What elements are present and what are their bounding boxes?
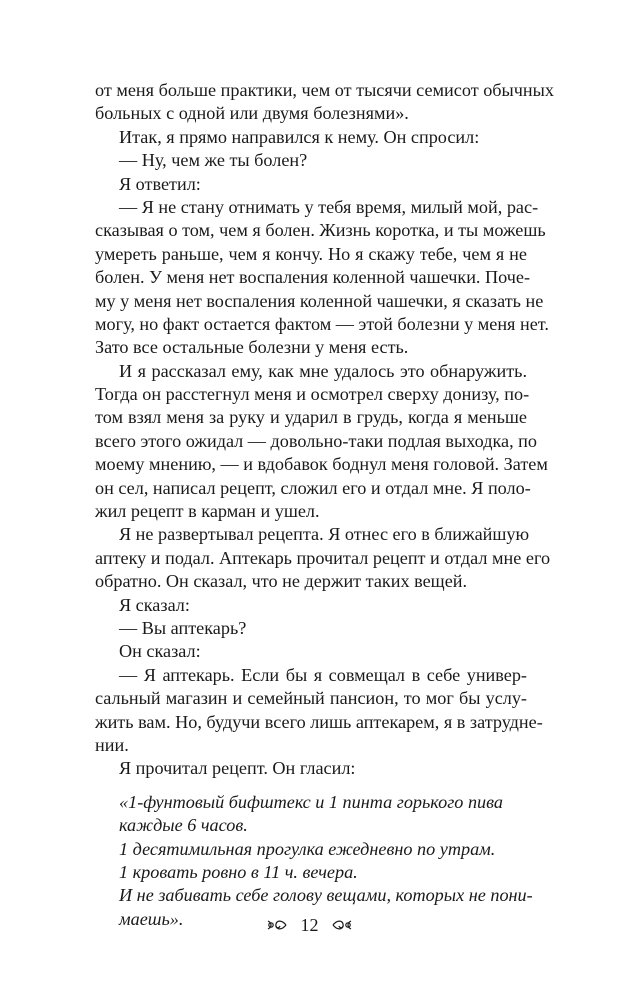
prescription-quote bbox=[95, 791, 533, 931]
prescription-line: 1 кровать ровно в 11 ч. вечера. bbox=[119, 861, 358, 882]
prescription-line: каждые 6 часов. bbox=[119, 815, 248, 836]
text-line: всего этого ожидал — довольно-таки подлая выходка, по bbox=[95, 430, 538, 451]
text-line: — Я не стану отнимать у тебя время, милый мой, рас- bbox=[119, 196, 539, 217]
text-line: Я сказал: bbox=[119, 594, 190, 615]
page-text bbox=[95, 79, 554, 931]
text-line: обратно. Он сказал, что не держит таких вещей. bbox=[95, 571, 468, 592]
text-line: — Я аптекарь. Если бы я совмещал в себе универ- bbox=[119, 664, 527, 685]
text-line: сказывая о том, чем я болен. Жизнь коротка, и ты можешь bbox=[95, 220, 546, 241]
text-line: жил рецепт в карман и ушел. bbox=[95, 501, 320, 522]
page-number: 12 bbox=[300, 914, 319, 935]
text-line: — Ну, чем же ты болен? bbox=[119, 150, 308, 171]
text-line: Тогда он расстегнул меня и осмотрел сверху донизу, по- bbox=[95, 384, 530, 405]
text-line: Итак, я прямо направился к нему. Он спросил: bbox=[119, 126, 480, 147]
text-line: больных с одной или двумя болезнями». bbox=[95, 103, 409, 124]
text-line: Я не развертывал рецепта. Я отнес его в ближайшую bbox=[119, 524, 530, 545]
text-line: моему мнению, — и вдобавок боднул меня головой. Затем bbox=[95, 454, 548, 475]
fleuron-left-icon bbox=[266, 916, 288, 934]
text-line: Зато все остальные болезни у меня есть. bbox=[95, 337, 409, 358]
text-line: Он сказал: bbox=[119, 641, 201, 662]
text-line: болен. У меня нет воспаления коленной чашечки. Поче- bbox=[95, 267, 531, 288]
text-line: аптеку и подал. Аптекарь прочитал рецепт и отдал мне его bbox=[95, 547, 551, 568]
page-footer bbox=[0, 912, 619, 936]
text-line: му у меня нет воспаления коленной чашечки, я сказать не bbox=[95, 290, 544, 311]
text-line: сальный магазин и семейный пансион, то мог бы услу- bbox=[95, 688, 527, 709]
prescription-line: «1-фунтовый бифштекс и 1 пинта горького пива bbox=[119, 791, 503, 812]
text-line: от меня больше практики, чем от тысячи семисот обычных bbox=[95, 80, 554, 100]
text-line: жить вам. Но, будучи всего лишь аптекарем, я в затрудне- bbox=[95, 711, 543, 732]
text-line: том взял меня за руку и ударил в грудь, когда я меньше bbox=[95, 407, 527, 428]
fleuron-right-icon bbox=[331, 916, 353, 934]
text-line: Я прочитал рецепт. Он гласил: bbox=[119, 758, 356, 779]
text-line: — Вы аптекарь? bbox=[119, 617, 247, 638]
text-line: Я ответил: bbox=[119, 173, 201, 194]
text-line: умереть раньше, чем я кончу. Но я скажу тебе, чем я не bbox=[95, 243, 527, 264]
prescription-line: маешь». bbox=[119, 908, 184, 929]
text-line: он сел, написал рецепт, сложил его и отдал мне. Я поло- bbox=[95, 477, 531, 498]
prescription-line: И не забивать себе голову вещами, которых не пони- bbox=[119, 885, 533, 906]
text-line: могу, но факт остается фактом — этой болезни у меня нет. bbox=[95, 313, 549, 334]
text-line: И я рассказал ему, как мне удалось это обнаружить. bbox=[119, 360, 527, 381]
text-line: нии. bbox=[95, 734, 129, 755]
body-text bbox=[95, 79, 554, 781]
prescription-line: 1 десятимильная прогулка ежедневно по утрам. bbox=[119, 838, 496, 859]
